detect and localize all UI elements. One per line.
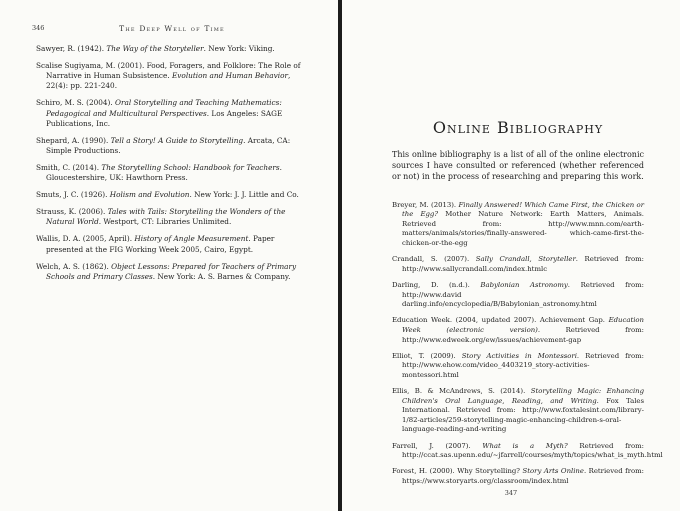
reference-entry: Strauss, K. (2006). Tales with Tails: Storytelling the Wonders of the Natural World. Westport, CT: Libraries Unlimited. <box>36 207 286 227</box>
reference-entry: Smuts, J. C. (1926). Holism and Evolution. New York: J. J. Little and Co. <box>36 190 299 200</box>
intro-paragraph: This online bibliography is a list of all of the online electronic sources I have consulted or referenced (whether referenced or not) in the process of researching and preparing this work. <box>392 150 644 182</box>
reference-entry: Shepard, A. (1990). Tell a Story! A Guide to Storytelling. Arcata, CA: Simple Productions. <box>36 135 291 156</box>
reference-entry: Crandall, S. (2007). Sally Crandall, Storyteller. Retrieved from: http://www.sallycrandall.com/index.htmlc <box>392 255 644 273</box>
running-head <box>32 18 308 33</box>
reference-list-right <box>392 200 663 487</box>
reference-entry: Elliot, T. (2009). Story Activities in Montessori. Retrieved from: http://www.ehow.com/video_4403219_story-activities-montessori.html <box>392 351 644 379</box>
reference-entry: Farrell, J. (2007). What is a Myth? Retrieved from: http://ccat.sas.upenn.edu/~jfarrell/courses/myth/topics/what_is_myth.html <box>392 441 663 460</box>
left-page <box>0 0 338 511</box>
reference-entry: Welch, A. S. (1862). Object Lessons: Prepared for Teachers of Primary Schools and Primary Classes. New York: A. S. Barnes & Company. <box>36 261 297 281</box>
reference-list-left <box>36 44 308 282</box>
reference-entry: Scalise Sugiyama, M. (2001). Food, Foragers, and Folklore: The Role of Narrative in Human Subsistence. Evolution and Human Behavior, 22(4): pp. 221-240. <box>36 61 301 91</box>
reference-entry: Darling, D. (n.d.). Babylonian Astronomy. Retrieved from: http://www.david darling.info/encyclopedia/B/Babylonian_astronomy.html <box>392 280 644 309</box>
reference-entry: Ellis, B. & McAndrews, S. (2014). Storytelling Magic: Enhancing Children's Oral Language, Reading, and Writing. Fox Tales International. Retrieved from: http://www.foxtalesint.com/library-1/82-articles/259-storytelling-magic-enhancing-children-s-oral-language-reading-and-writing <box>392 387 645 434</box>
page-number-left: 346 <box>32 24 45 32</box>
reference-entry: Forest, H. (2000). Why Storytelling? Story Arts Online. Retrieved from: https://www.storyarts.org/classroom/index.html <box>392 467 645 486</box>
section-heading: Online Bibliography <box>432 118 604 137</box>
page-number-right: 347 <box>504 489 518 497</box>
book-title: The Deep Well of Time <box>119 24 225 33</box>
reference-entry: Wallis, D. A. (2005, April). History of Angle Measurement. Paper presented at the FIG Working Week 2005, Cairo, Egypt. <box>36 234 275 254</box>
reference-entry: Breyer, M. (2013). Finally Answered! Which Came First, the Chicken or the Egg? Mother Nature Network: Earth Matters, Animals. Retrieved from: http://www.mnn.com/earth-matters/animals/stories/finally-answered- which-came-first-the-chicken-or-the-egg <box>392 200 645 247</box>
right-page <box>342 0 680 511</box>
reference-entry: Sawyer, R. (1942). The Way of the Storyteller. New York: Viking. <box>36 44 275 53</box>
reference-entry: Education Week. (2004, updated 2007). Achievement Gap. Education Week (electronic version). Retrieved from: http://www.edweek.org/ew/issues/achievement-gap <box>392 316 644 344</box>
reference-entry: Schiro, M. S. (2004). Oral Storytelling and Teaching Mathematics: Pedagogical and Multicultural Perspectives. Los Angeles: SAGE Publications, Inc. <box>36 98 283 128</box>
reference-entry: Smith, C. (2014). The Storytelling School: Handbook for Teachers. Gloucestershire, UK: Hawthorn Press. <box>36 163 282 183</box>
